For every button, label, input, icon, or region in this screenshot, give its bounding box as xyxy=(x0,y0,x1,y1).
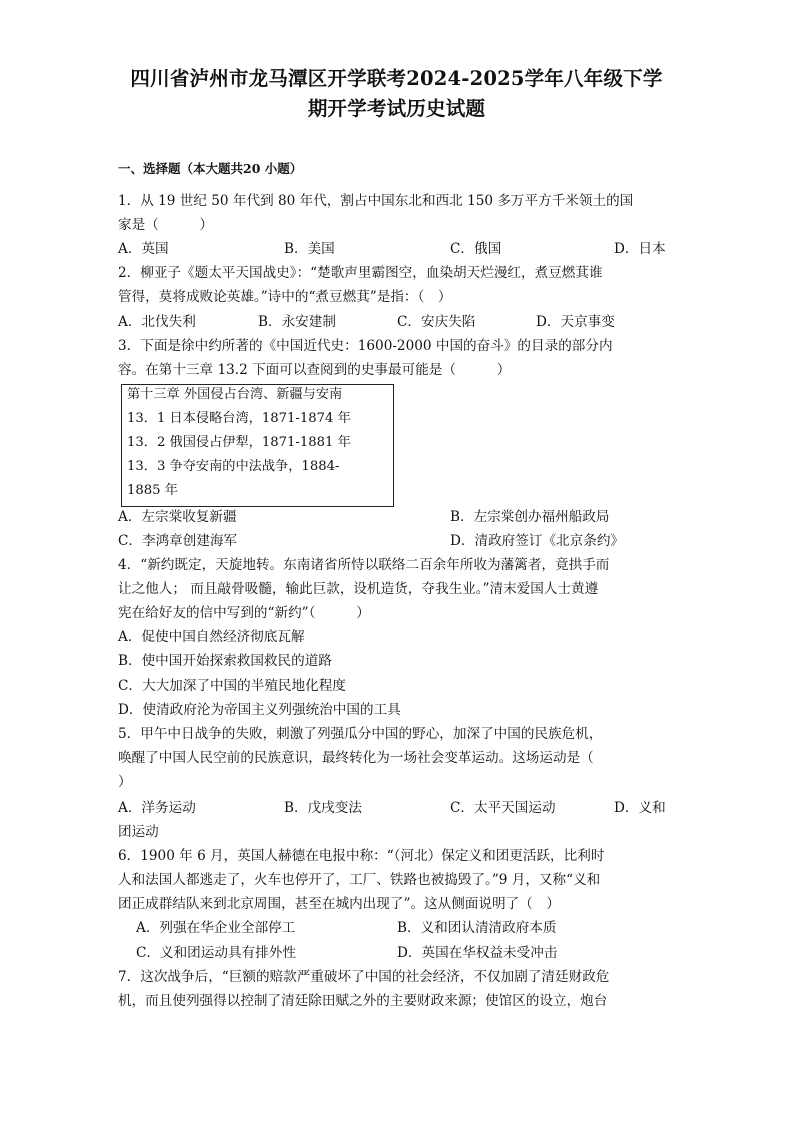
question-4-option-b: B．使中国开始探索救国救民的道路 xyxy=(118,653,332,669)
question-6-option-c: C．义和团运动具有排外性 xyxy=(136,945,296,961)
toc-line-5: 1885 年 xyxy=(127,483,178,498)
question-5-option-b: B．戊戌变法 xyxy=(284,800,362,816)
question-5-option-c: C．太平天国运动 xyxy=(450,800,556,816)
question-3-option-a: A．左宗棠收复新疆 xyxy=(118,509,237,525)
toc-line-1: 第十三章 外国侵占台湾、新疆与安南 xyxy=(127,387,343,402)
exam-title-line-2: 期开学考试历史试题 xyxy=(307,97,486,120)
question-4-line-1: 4．“新约既定，天旋地转。东南诸省所恃以联络二百余年所收为藩篱者，竟拱手而 xyxy=(118,557,610,573)
question-3-option-c: C．李鸿章创建海军 xyxy=(118,533,238,549)
question-5-line-3: ） xyxy=(118,774,132,790)
question-5-option-d-continued: 团运动 xyxy=(118,824,159,840)
question-5-option-a: A．洋务运动 xyxy=(118,800,196,816)
question-3-line-1: 3．下面是徐中约所著的《中国近代史：1600-2000 中国的奋斗》的目录的部分内 xyxy=(118,338,613,354)
question-3-option-b: B．左宗棠创办福州船政局 xyxy=(450,509,610,525)
question-6-line-3: 团正成群结队来到北京周围，甚至在城内出现了”。这从侧面说明了（ ） xyxy=(118,896,560,912)
question-6-line-1: 6．1900 年 6 月，英国人赫德在电报中称：“（河北）保定义和团更活跃，比利时 xyxy=(118,848,605,864)
question-2-option-c: C．安庆失陷 xyxy=(397,314,476,330)
question-1-line-1: 1．从 19 世纪 50 年代到 80 年代，割占中国东北和西北 150 多万平方千米领土的国 xyxy=(118,193,634,209)
question-4-line-2: 让之他人； 而且敲骨吸髓，输此巨款，设机造货，夺我生业。”清末爱国人士黄遵 xyxy=(118,581,599,597)
question-1-option-b: B．美国 xyxy=(284,241,335,257)
section-heading: 一、选择题（本大题共20 小题） xyxy=(118,161,303,176)
question-1-option-c: C．俄国 xyxy=(450,241,502,257)
question-6-option-d: D．英国在华权益未受冲击 xyxy=(397,945,558,961)
question-5-line-2: 唤醒了中国人民空前的民族意识，最终转化为一场社会变革运动。这场运动是（ xyxy=(118,750,594,766)
question-2-option-d: D．天京事变 xyxy=(536,314,615,330)
question-6-option-a: A．列强在华企业全部停工 xyxy=(136,920,296,936)
question-2-option-a: A．北伐失利 xyxy=(118,314,196,330)
question-4-option-d: D．使清政府沦为帝国主义列强统治中国的工具 xyxy=(118,702,401,718)
question-4-option-a: A．促使中国自然经济彻底瓦解 xyxy=(118,629,305,645)
question-7-line-1: 7．这次战争后，“巨额的赔款严重破坏了中国的社会经济，不仅加剧了清廷财政危 xyxy=(118,969,610,985)
question-4-option-c: C．大大加深了中国的半殖民地化程度 xyxy=(118,678,346,694)
question-6-line-2: 人和法国人都逃走了，火车也停开了，工厂、铁路也被捣毁了。”9 月，又称“义和 xyxy=(118,872,601,888)
question-1-option-a: A．英国 xyxy=(118,241,169,257)
question-2-line-2: 管得，莫将成败论英雄。”诗中的“煮豆燃萁”是指：（ ） xyxy=(118,289,452,305)
toc-line-2: 13．1 日本侵略台湾，1871-1874 年 xyxy=(127,411,351,426)
exam-title-line-1: 四川省泸州市龙马潭区开学联考2024-2025学年八年级下学 xyxy=(130,67,663,90)
question-6-option-b: B．义和团认清清政府本质 xyxy=(397,920,557,936)
question-5-line-1: 5．甲午中日战争的失败，刺激了列强瓜分中国的野心，加深了中国的民族危机， xyxy=(118,726,603,742)
toc-line-3: 13．2 俄国侵占伊犁，1871-1881 年 xyxy=(127,435,351,450)
question-3-option-d: D．清政府签订《北京条约》 xyxy=(450,533,625,549)
question-2-option-b: B．永安建制 xyxy=(258,314,336,330)
toc-line-4: 13．3 争夺安南的中法战争，1884- xyxy=(127,459,340,474)
question-4-line-3: 宪在给好友的信中写到的“新约”（ ） xyxy=(118,605,370,621)
question-7-line-2: 机，而且使列强得以控制了清廷除田赋之外的主要财政来源；使馆区的设立，炮台 xyxy=(118,993,608,1009)
question-2-line-1: 2．柳亚子《题太平天国战史》：“楚歌声里霸图空，血染胡天烂漫红，煮豆燃萁谁 xyxy=(118,265,603,281)
question-1-option-d: D．日本 xyxy=(614,241,666,257)
question-5-option-d: D．义和 xyxy=(614,800,666,816)
question-1-line-2: 家是（ ） xyxy=(118,217,214,233)
question-3-line-2: 容。在第十三章 13.2 下面可以查阅到的史事最可能是（ ） xyxy=(118,362,511,378)
